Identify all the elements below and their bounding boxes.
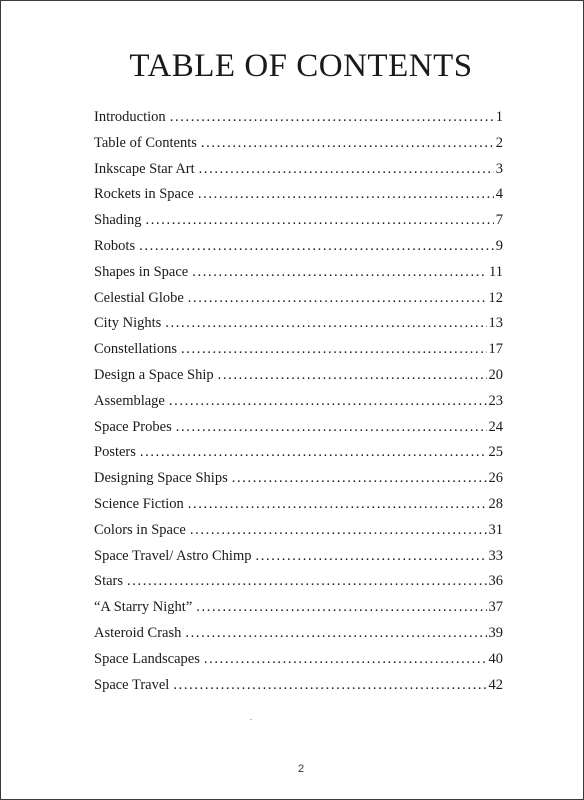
table-of-contents [94, 105, 503, 698]
toc-entry-label: Space Probes [94, 418, 172, 435]
toc-entry [94, 647, 503, 673]
toc-entry-label: Shading [94, 212, 142, 229]
toc-entry [94, 311, 503, 337]
toc-entry [94, 518, 503, 544]
toc-entry-label: Design a Space Ship [94, 366, 214, 383]
toc-entry [94, 415, 503, 441]
toc-entry-label: Assemblage [94, 392, 165, 409]
dot-leader [199, 157, 494, 183]
scan-speck [250, 719, 252, 720]
dot-leader [190, 518, 487, 544]
toc-entry-label: City Nights [94, 315, 162, 332]
toc-entry [94, 157, 503, 183]
toc-entry-page-number: 17 [488, 341, 503, 358]
toc-entry [94, 286, 503, 312]
toc-entry-page-number: 39 [488, 624, 503, 641]
toc-entry-page-number: 20 [488, 366, 503, 383]
dot-leader [165, 311, 486, 337]
toc-entry-label: Space Travel/ Astro Chimp [94, 547, 252, 564]
toc-entry-page-number: 11 [489, 263, 503, 280]
toc-entry-page-number: 25 [488, 444, 503, 461]
toc-entry-label: Posters [94, 444, 136, 461]
toc-entry [94, 208, 503, 234]
toc-entry-page-number: 36 [488, 573, 503, 590]
toc-entry-page-number: 7 [495, 212, 503, 229]
toc-entry-page-number: 28 [488, 495, 503, 512]
toc-entry-page-number: 42 [488, 676, 503, 693]
dot-leader [198, 182, 494, 208]
toc-entry-label: Robots [94, 237, 136, 254]
dot-leader [176, 415, 487, 441]
toc-entry-label: Designing Space Ships [94, 470, 228, 487]
toc-entry-label: Science Fiction [94, 495, 184, 512]
toc-entry-label: Rockets in Space [94, 186, 194, 203]
toc-entry-page-number: 13 [488, 315, 503, 332]
toc-entry [94, 363, 503, 389]
toc-entry-page-number: 40 [488, 650, 503, 667]
toc-entry-page-number: 31 [488, 521, 503, 538]
toc-entry [94, 337, 503, 363]
toc-entry-label: Stars [94, 573, 123, 590]
page-number: 2 [297, 763, 305, 775]
dot-leader [146, 208, 494, 234]
dot-leader [173, 673, 486, 699]
toc-entry-page-number: 2 [495, 134, 503, 151]
toc-entry-label: Inkscape Star Art [94, 160, 195, 177]
toc-entry-label: Shapes in Space [94, 263, 189, 280]
toc-entry-label: Table of Contents [94, 134, 197, 151]
toc-entry-label: Celestial Globe [94, 289, 184, 306]
toc-entry-page-number: 1 [495, 109, 503, 125]
toc-entry-label: Asteroid Crash [94, 624, 182, 641]
toc-entry [94, 182, 503, 208]
toc-entry-page-number: 12 [488, 289, 503, 306]
toc-entry [94, 621, 503, 647]
toc-entry [94, 260, 503, 286]
toc-entry-label: Introduction [94, 109, 166, 125]
dot-leader [185, 621, 486, 647]
toc-entry-page-number: 24 [488, 418, 503, 435]
toc-entry [94, 105, 503, 131]
toc-entry-label: Constellations [94, 341, 177, 358]
dot-leader [201, 131, 494, 157]
toc-entry [94, 389, 503, 415]
dot-leader [169, 389, 487, 415]
dot-leader [204, 647, 487, 673]
dot-leader [192, 260, 487, 286]
toc-entry-page-number: 23 [488, 392, 503, 409]
toc-entry-label: “A Starry Night” [94, 599, 193, 616]
toc-entry-page-number: 3 [495, 160, 503, 177]
dot-leader [188, 492, 487, 518]
toc-entry [94, 595, 503, 621]
dot-leader [139, 234, 494, 260]
toc-entry-page-number: 4 [495, 186, 503, 203]
dot-leader [196, 595, 486, 621]
toc-entry-page-number: 9 [495, 237, 503, 254]
toc-entry-label: Colors in Space [94, 521, 186, 538]
toc-entry [94, 466, 503, 492]
toc-entry [94, 569, 503, 595]
dot-leader [170, 105, 494, 131]
toc-entry [94, 440, 503, 466]
dot-leader [232, 466, 487, 492]
toc-entry-label: Space Landscapes [94, 650, 200, 667]
toc-entry [94, 492, 503, 518]
dot-leader [218, 363, 487, 389]
dot-leader [256, 544, 487, 570]
toc-entry [94, 673, 503, 699]
toc-entry [94, 234, 503, 260]
toc-entry-page-number: 26 [488, 470, 503, 487]
page-title: TABLE OF CONTENTS [129, 48, 473, 84]
dot-leader [181, 337, 487, 363]
toc-entry [94, 544, 503, 570]
toc-entry-page-number: 33 [488, 547, 503, 564]
toc-entry-page-number: 37 [488, 599, 503, 616]
toc-entry-label: Space Travel [94, 676, 170, 693]
dot-leader [127, 569, 487, 595]
dot-leader [188, 286, 487, 312]
toc-entry [94, 131, 503, 157]
dot-leader [140, 440, 487, 466]
